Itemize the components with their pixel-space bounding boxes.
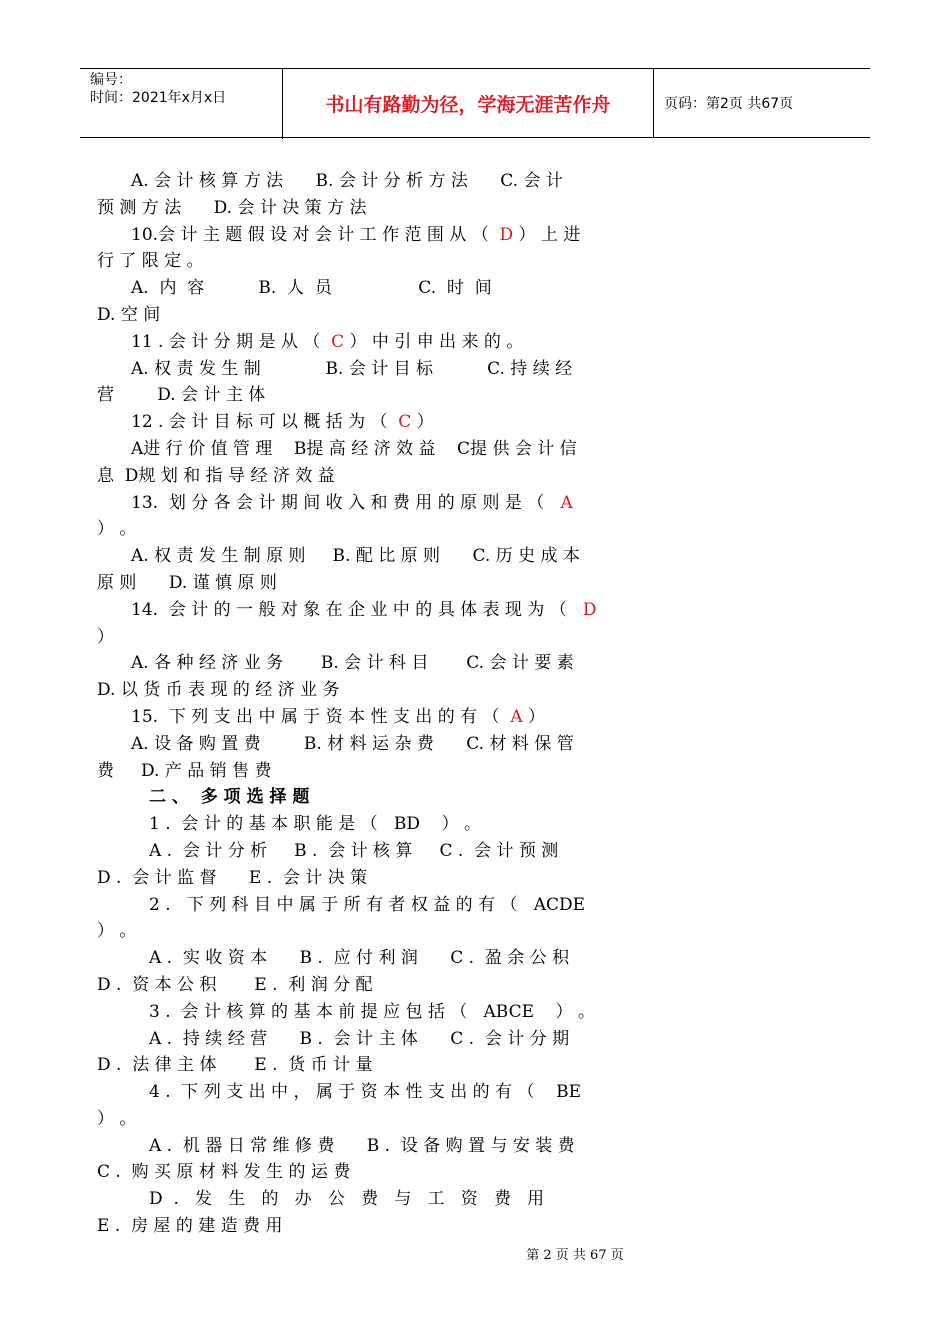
text-line	[97, 222, 842, 249]
line-text: ） 。	[97, 1108, 137, 1129]
text-line	[97, 704, 842, 731]
text-line	[97, 543, 842, 570]
line-text: 11 . 会 计 分 期 是 从 （	[131, 331, 332, 352]
document-body	[97, 168, 842, 1240]
line-text: A . 机 器 日 常 维 修 费 B . 设 备 购 置 与 安 装 费	[149, 1135, 575, 1156]
line-text: ）	[97, 626, 114, 647]
line-text: 12 . 会 计 目 标 可 以 概 括 为 （	[131, 412, 399, 433]
header-page-info: 页码：第2页 共67页	[664, 96, 794, 112]
text-line	[97, 570, 842, 597]
line-text: A . 持 续 经 营 B . 会 计 主 体 C . 会 计 分 期	[149, 1028, 570, 1049]
text-line	[97, 302, 842, 329]
text-line	[97, 195, 842, 222]
line-text: E . 房 屋 的 建 造 费 用	[97, 1216, 283, 1237]
header-left-cell	[80, 69, 283, 139]
text-line	[97, 490, 842, 517]
line-text: A . 会 计 分 析 B . 会 计 核 算 C . 会 计 预 测	[149, 840, 559, 861]
line-text: A . 实 收 资 本 B . 应 付 利 润 C . 盈 余 公 积	[149, 948, 570, 969]
text-line	[97, 624, 842, 651]
line-text: ） 。	[97, 921, 137, 942]
line-text: D . 会 计 监 督 E . 会 计 决 策	[97, 867, 368, 888]
text-line	[97, 1159, 842, 1186]
line-text: A. 权 责 发 生 制 B. 会 计 目 标 C. 持 续 经	[131, 358, 573, 379]
code-label: 编号：	[90, 72, 132, 88]
line-text: 原 则 D. 谨 慎 原 则	[97, 572, 277, 593]
line-text: A. 权 责 发 生 制 原 则 B. 配 比 原 则 C. 历 史 成 本	[131, 546, 580, 567]
line-text: D . 法 律 主 体 E . 货 币 计 量	[97, 1055, 373, 1076]
line-text: 营 D. 会 计 主 体	[97, 385, 266, 406]
text-line	[97, 248, 842, 275]
text-line	[97, 1186, 842, 1213]
text-line	[97, 677, 842, 704]
line-text: 14. 会 计 的 一 般 对 象 在 企 业 中 的 具 体 表 现 为 （	[131, 599, 583, 620]
text-line	[97, 409, 842, 436]
line-text: A. 各 种 经 济 业 务 B. 会 计 科 目 C. 会 计 要 素	[131, 653, 574, 674]
page-header	[80, 68, 870, 138]
answer-mark: A	[560, 492, 573, 513]
line-tail: ）	[411, 412, 434, 433]
line-tail: ） 上 进	[513, 224, 581, 245]
text-line	[97, 597, 842, 624]
text-line	[97, 275, 842, 302]
line-text: D . 发 生 的 办 公 费 与 工 资 费 用	[149, 1189, 545, 1210]
line-tail: ）	[522, 706, 545, 727]
text-line	[97, 972, 842, 999]
text-line	[97, 382, 842, 409]
header-motto-cell	[283, 69, 654, 137]
line-text: 1 . 会 计 的 基 本 职 能 是 （ BD ） 。	[149, 814, 482, 835]
line-text: A进 行 价 值 管 理 B提 高 经 济 效 益 C提 供 会 计 信	[131, 438, 577, 459]
line-text: C . 购 买 原 材 料 发 生 的 运 费	[97, 1162, 351, 1183]
section-heading	[97, 784, 842, 811]
text-line	[97, 1213, 842, 1240]
text-line	[97, 1133, 842, 1160]
line-text: 费 D. 产 品 销 售 费	[97, 760, 272, 781]
line-text: 10.会 计 主 题 假 设 对 会 计 工 作 范 围 从 （	[131, 224, 500, 245]
text-line	[97, 758, 842, 785]
text-line	[97, 1052, 842, 1079]
line-text: 行 了 限 定 。	[97, 251, 204, 272]
line-text: ） 。	[97, 519, 137, 540]
text-line	[97, 1026, 842, 1053]
line-text: 4 . 下 列 支 出 中 ， 属 于 资 本 性 支 出 的 有 （ BE	[149, 1082, 582, 1103]
answer-mark: D	[582, 599, 597, 620]
answer-mark: C	[331, 331, 345, 352]
motto-text: 书山有路勤为径，学海无涯苦作舟	[325, 93, 611, 116]
time-label: 时间：2021年x月x日	[90, 90, 227, 106]
line-text: 15. 下 列 支 出 中 属 于 资 本 性 支 出 的 有 （	[131, 706, 511, 727]
line-text: 2 . 下 列 科 目 中 属 于 所 有 者 权 益 的 有 （ ACDE	[149, 894, 586, 915]
line-text: 息 D规 划 和 指 导 经 济 效 益	[97, 465, 335, 486]
text-line	[97, 650, 842, 677]
line-tail: ） 中 引 申 出 来 的 。	[344, 331, 524, 352]
text-line	[97, 516, 842, 543]
line-text: 二 、 多 项 选 择 题	[149, 787, 310, 808]
text-line	[97, 892, 842, 919]
text-line	[97, 1106, 842, 1133]
line-text: D. 空 间	[97, 304, 161, 325]
line-text: 3 . 会 计 核 算 的 基 本 前 提 应 包 括 （ ABCE ） 。	[149, 1001, 596, 1022]
answer-mark: C	[398, 412, 412, 433]
answer-mark: A	[510, 706, 523, 727]
text-line	[97, 1079, 842, 1106]
text-line	[97, 918, 842, 945]
line-text: A. 内 容 B. 人 员 C. 时 间	[131, 278, 492, 299]
text-line	[97, 838, 842, 865]
line-text: D. 以 货 币 表 现 的 经 济 业 务	[97, 680, 340, 701]
text-line	[97, 436, 842, 463]
text-line	[97, 356, 842, 383]
text-line	[97, 329, 842, 356]
line-text: A. 设 备 购 置 费 B. 材 料 运 杂 费 C. 材 料 保 管	[131, 733, 574, 754]
text-line	[97, 999, 842, 1026]
text-line	[97, 463, 842, 490]
text-line	[97, 811, 842, 838]
text-line	[97, 731, 842, 758]
text-line	[97, 865, 842, 892]
text-line	[97, 168, 842, 195]
text-line	[97, 945, 842, 972]
line-text: 预 测 方 法 D. 会 计 决 策 方 法	[97, 197, 367, 218]
answer-mark: D	[499, 224, 514, 245]
line-text: D . 资 本 公 积 E . 利 润 分 配	[97, 974, 373, 995]
line-text: 13. 划 分 各 会 计 期 间 收 入 和 费 用 的 原 则 是 （	[131, 492, 561, 513]
line-text: A. 会 计 核 算 方 法 B. 会 计 分 析 方 法 C. 会 计	[131, 171, 563, 191]
page-footer: 第 2 页 共 67 页	[526, 1248, 624, 1263]
